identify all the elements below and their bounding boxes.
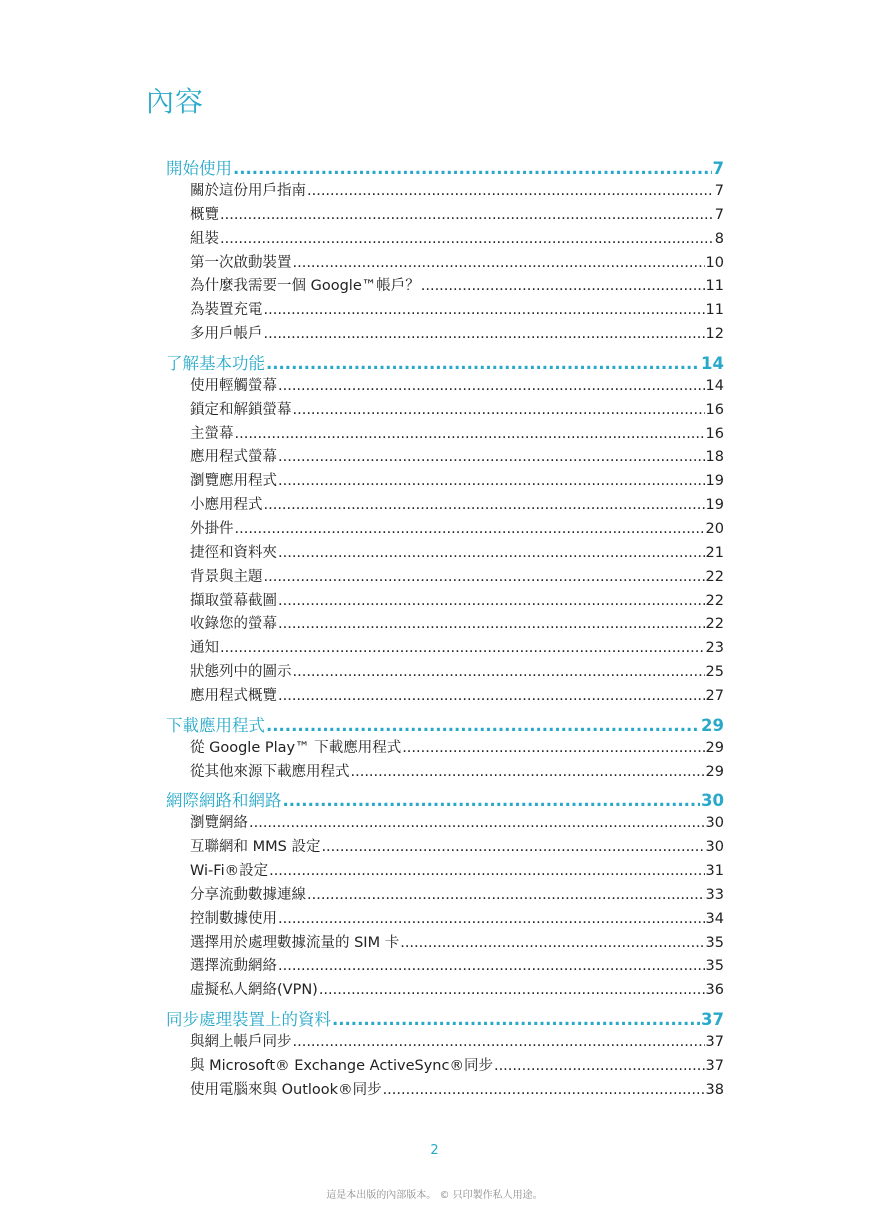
toc-entry-page: 29 — [705, 763, 724, 780]
dot-leader — [278, 378, 705, 394]
toc-entry-page: 10 — [705, 254, 724, 271]
toc-entry-page: 14 — [705, 377, 724, 394]
dot-leader — [383, 1082, 705, 1098]
toc-entry-page: 22 — [705, 616, 724, 633]
toc-section — [166, 787, 724, 1002]
toc-entry-title: 使用電腦來與 Outlook®同步 — [190, 1081, 382, 1098]
toc-entry-page: 25 — [705, 664, 724, 681]
toc-section — [166, 155, 724, 346]
dot-leader — [494, 1058, 705, 1074]
toc-entry-title: 應用程式概覽 — [190, 687, 277, 704]
toc-entry[interactable] — [166, 469, 724, 493]
toc-entry-page: 33 — [705, 886, 724, 903]
toc-entry-title: 為裝置充電 — [190, 302, 263, 319]
dot-leader — [220, 640, 705, 656]
dot-leader — [278, 911, 705, 927]
toc-entry-title: 背景與主題 — [190, 568, 263, 585]
dot-leader — [400, 935, 704, 951]
toc-entry[interactable] — [166, 954, 724, 978]
toc-entry-title: 通知 — [190, 640, 219, 657]
dot-leader — [402, 740, 704, 756]
toc-entry-title: 主螢幕 — [190, 425, 234, 442]
dot-leader — [264, 497, 705, 513]
toc-chapter-entry[interactable] — [166, 350, 724, 374]
toc-chapter-title: 開始使用 — [166, 159, 232, 178]
toc-entry-title: 從 Google Play™ 下載應用程式 — [190, 739, 402, 756]
toc-entry[interactable] — [166, 811, 724, 835]
toc-chapter-title: 網際網路和網路 — [166, 791, 282, 811]
toc-section — [166, 1006, 724, 1102]
toc-section — [166, 350, 724, 708]
toc-entry-title: 選擇用於處理數據流量的 SIM 卡 — [190, 934, 400, 951]
toc-entry[interactable] — [166, 835, 724, 859]
toc-entry-title: 與網上帳戶同步 — [190, 1034, 292, 1051]
dot-leader — [278, 545, 705, 561]
toc-entry-title: 選擇流動網絡 — [190, 958, 277, 975]
dot-leader — [264, 326, 705, 342]
toc-entry-page: 35 — [705, 958, 724, 975]
toc-chapter-entry[interactable] — [166, 712, 724, 736]
toc-entry-title: 收錄您的螢幕 — [190, 616, 277, 633]
toc-chapter-title: 同步處理裝置上的資料 — [166, 1010, 331, 1030]
toc-entry-title: 控制數據使用 — [190, 910, 277, 927]
dot-leader — [264, 302, 705, 318]
toc-entry-title: 從其他來源下載應用程式 — [190, 763, 350, 780]
toc-entry-title: 瀏覽網絡 — [190, 815, 248, 832]
toc-section — [166, 712, 724, 784]
dot-leader — [266, 354, 700, 373]
dot-leader — [421, 278, 705, 294]
toc-entry-page: 37 — [705, 1058, 724, 1074]
toc-entry[interactable] — [166, 931, 724, 955]
toc-entry-page: 22 — [705, 568, 724, 585]
toc-chapter-entry[interactable] — [166, 1006, 724, 1030]
toc-entry-title: 鎖定和解鎖螢幕 — [190, 401, 292, 418]
toc-entry-title: 應用程式螢幕 — [190, 449, 277, 466]
toc-entry-page: 30 — [705, 839, 724, 856]
toc-entry-title: 虛擬私人網絡(VPN) — [190, 982, 318, 999]
dot-leader — [332, 1010, 700, 1029]
toc-entry-page: 19 — [705, 473, 724, 490]
toc-entry-title: 小應用程式 — [190, 497, 263, 514]
toc-entry-page: 38 — [705, 1081, 724, 1098]
toc-entry-page: 27 — [705, 687, 724, 704]
dot-leader — [269, 863, 704, 879]
toc-entry-page: 11 — [705, 278, 724, 295]
toc-entry[interactable] — [166, 859, 724, 883]
toc-entry-title: 瀏覽應用程式 — [190, 473, 277, 490]
toc-entry-page: 8 — [714, 230, 724, 247]
toc-chapter-page: 30 — [701, 791, 724, 811]
toc-entry[interactable] — [166, 322, 724, 346]
dot-leader — [233, 159, 712, 178]
dot-leader — [293, 255, 705, 271]
toc-chapter-page: 37 — [701, 1010, 724, 1030]
toc-entry-page: 36 — [705, 982, 724, 999]
dot-leader — [293, 664, 705, 680]
toc-entry[interactable] — [166, 374, 724, 398]
dot-leader — [319, 982, 705, 998]
dot-leader — [278, 473, 705, 489]
toc-entry-title: 分享流動數據連線 — [190, 886, 306, 903]
toc-entry[interactable] — [166, 227, 724, 251]
dot-leader — [278, 688, 705, 704]
dot-leader — [220, 231, 714, 247]
toc-entry-page: 35 — [705, 934, 724, 951]
toc-entry[interactable] — [166, 660, 724, 684]
dot-leader — [266, 716, 700, 735]
toc-entry-page: 12 — [705, 326, 724, 343]
toc-entry-title: 為什麼我需要一個 Google™帳戶？ — [190, 278, 420, 295]
dot-leader — [278, 958, 705, 974]
dot-leader — [278, 449, 705, 465]
toc-entry[interactable] — [166, 736, 724, 760]
dot-leader — [351, 764, 705, 780]
toc-entry[interactable] — [166, 398, 724, 422]
toc-entry-title: 組裝 — [190, 230, 219, 247]
toc-entry[interactable] — [166, 541, 724, 565]
toc-entry[interactable] — [166, 636, 724, 660]
toc-entry-page: 30 — [705, 815, 724, 832]
dot-leader — [283, 791, 701, 810]
toc-entry[interactable] — [166, 1054, 724, 1078]
toc-entry-title: 與 Microsoft® Exchange ActiveSync®同步 — [190, 1058, 493, 1074]
dot-leader — [293, 1034, 705, 1050]
dot-leader — [220, 207, 714, 223]
toc-entry-page: 29 — [705, 739, 724, 756]
toc-entry[interactable] — [166, 612, 724, 636]
footer-note: 這是本出版的內部版本。 © 只印製作私人用途。 — [326, 1190, 543, 1201]
toc-entry-page: 22 — [705, 592, 724, 609]
toc-entry-page: 7 — [714, 206, 724, 223]
toc-entry[interactable] — [166, 589, 724, 613]
page-title: 內容 — [146, 85, 205, 118]
toc-entry[interactable] — [166, 1078, 724, 1102]
toc-entry[interactable] — [166, 179, 724, 203]
dot-leader — [235, 426, 705, 442]
toc-entry[interactable] — [166, 565, 724, 589]
toc-entry-page: 18 — [705, 449, 724, 466]
dot-leader — [264, 569, 705, 585]
toc-chapter-page: 7 — [712, 159, 724, 178]
toc-entry[interactable] — [166, 907, 724, 931]
toc-entry[interactable] — [166, 422, 724, 446]
toc-entry-page: 21 — [705, 544, 724, 561]
toc-entry-title: 互聯網和 MMS 設定 — [190, 839, 321, 856]
toc-entry[interactable] — [166, 517, 724, 541]
toc-entry-page: 7 — [714, 183, 724, 199]
toc-entry-title: 多用戶帳戶 — [190, 326, 263, 343]
toc-chapter-entry[interactable] — [166, 787, 724, 811]
toc-chapter-entry[interactable] — [166, 155, 724, 179]
toc-entry-title: 使用輕觸螢幕 — [190, 377, 277, 394]
toc-entry-title: 概覽 — [190, 206, 219, 223]
toc-entry[interactable] — [166, 883, 724, 907]
page-number: 2 — [430, 1143, 439, 1158]
toc-entry[interactable] — [166, 251, 724, 275]
toc-entry-page: 19 — [705, 497, 724, 514]
table-of-contents — [166, 155, 724, 1106]
toc-chapter-title: 下載應用程式 — [166, 715, 265, 735]
toc-entry-title: 擷取螢幕截圖 — [190, 592, 277, 609]
dot-leader — [235, 521, 705, 537]
toc-entry[interactable] — [166, 274, 724, 298]
toc-entry-title: 第一次啟動裝置 — [190, 254, 292, 271]
toc-entry[interactable] — [166, 684, 724, 708]
toc-chapter-title: 了解基本功能 — [166, 353, 265, 373]
toc-chapter-page: 14 — [701, 353, 724, 373]
toc-entry[interactable] — [166, 760, 724, 784]
toc-entry-page: 23 — [705, 640, 724, 657]
toc-entry-page: 31 — [705, 863, 724, 880]
toc-entry-title: Wi-Fi®設定 — [190, 863, 269, 880]
toc-entry-title: 捷徑和資料夾 — [190, 544, 277, 561]
dot-leader — [293, 402, 705, 418]
dot-leader — [321, 839, 704, 855]
toc-entry-page: 16 — [705, 425, 724, 442]
toc-entry-page: 11 — [705, 302, 724, 319]
dot-leader — [307, 887, 705, 903]
toc-entry[interactable] — [166, 203, 724, 227]
toc-entry[interactable] — [166, 978, 724, 1002]
toc-entry-title: 狀態列中的圖示 — [190, 664, 292, 681]
toc-entry-title: 外掛件 — [190, 520, 234, 537]
toc-entry-page: 16 — [705, 401, 724, 418]
toc-entry[interactable] — [166, 298, 724, 322]
toc-entry-page: 37 — [705, 1034, 724, 1051]
toc-entry[interactable] — [166, 445, 724, 469]
toc-entry-page: 20 — [705, 520, 724, 537]
dot-leader — [249, 815, 705, 831]
toc-entry[interactable] — [166, 493, 724, 517]
dot-leader — [278, 616, 705, 632]
toc-entry-title: 關於這份用戶指南 — [190, 183, 306, 199]
dot-leader — [307, 183, 714, 199]
toc-entry[interactable] — [166, 1030, 724, 1054]
toc-chapter-page: 29 — [701, 715, 724, 735]
dot-leader — [278, 593, 705, 609]
toc-entry-page: 34 — [705, 910, 724, 927]
